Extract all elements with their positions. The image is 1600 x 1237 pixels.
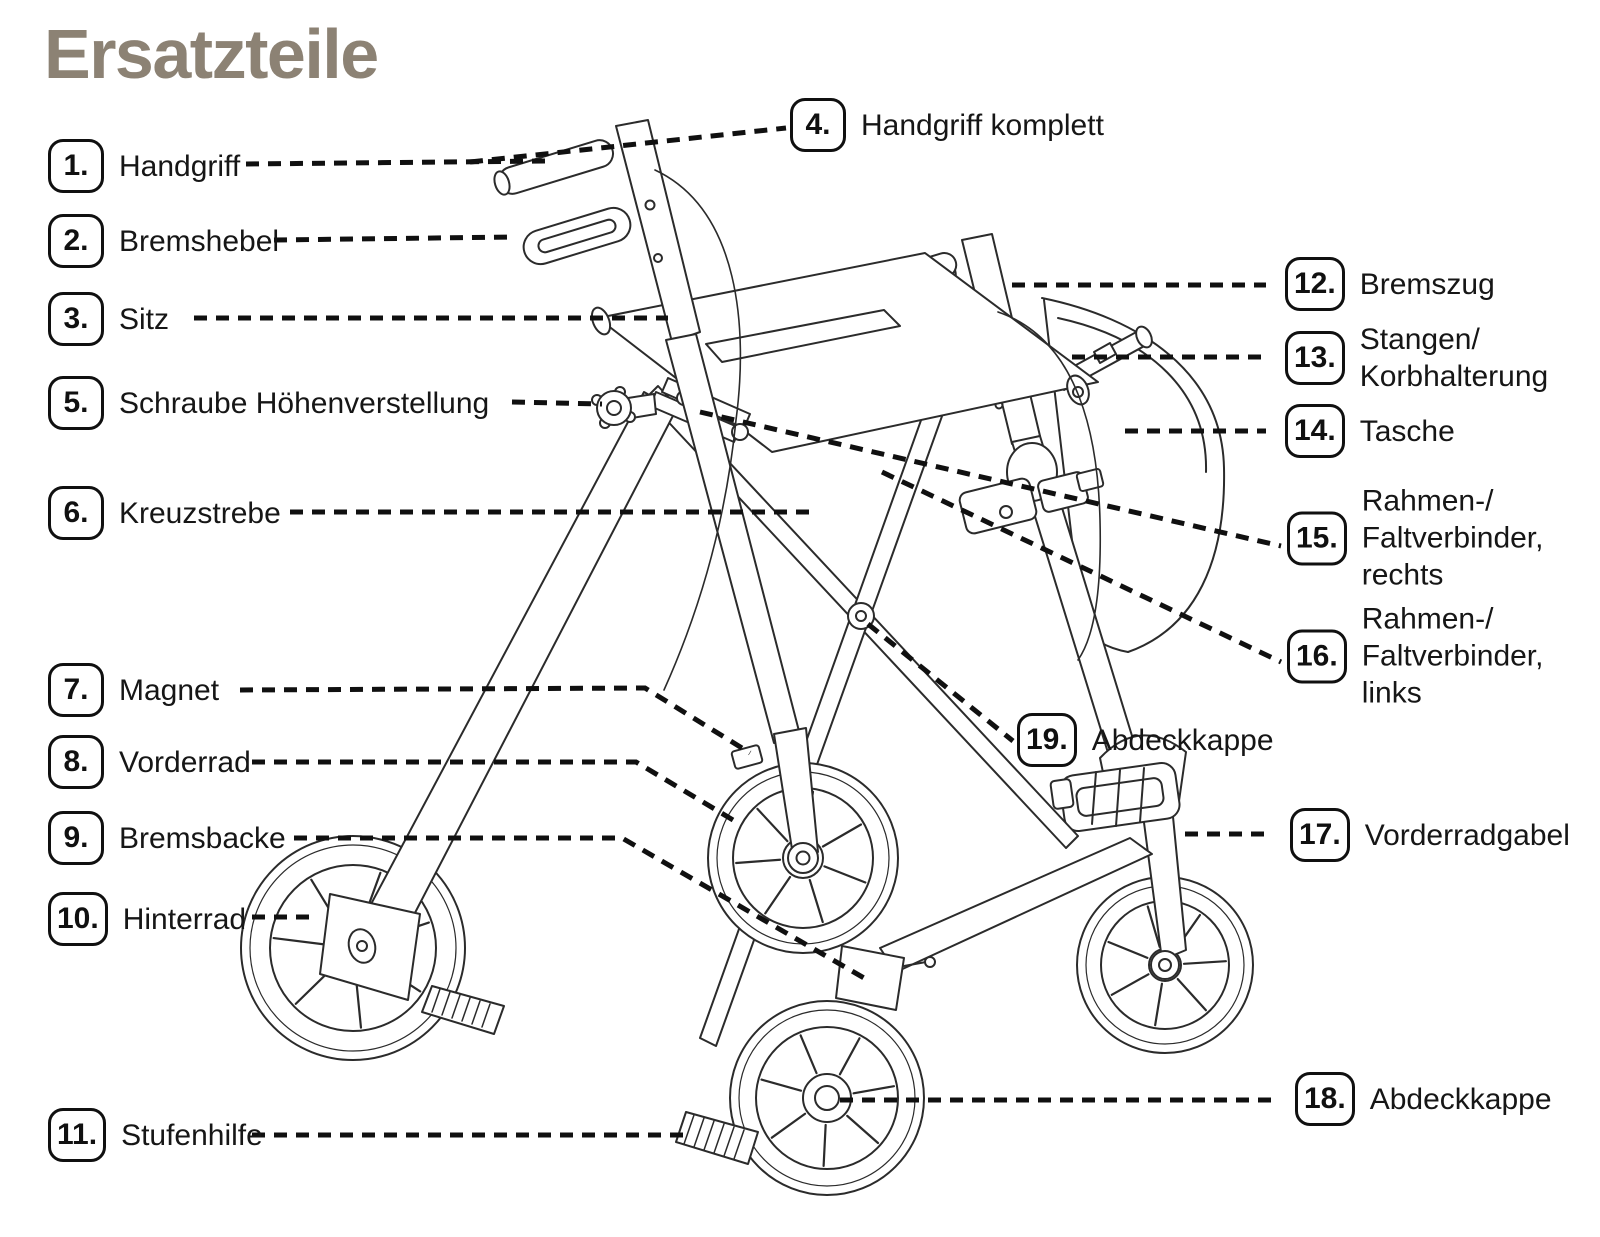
callout-16-number: 16. — [1287, 629, 1347, 683]
callout-12 — [1285, 257, 1495, 311]
callout-9-label: Bremsbacke — [119, 821, 286, 855]
callout-18-label: Abdeckkappe — [1369, 1082, 1552, 1116]
callout-10-number: 10. — [48, 892, 108, 946]
callout-17 — [1290, 808, 1570, 862]
callout-16-label: Rahmen-/ Faltverbinder, links — [1361, 602, 1544, 710]
callout-10-label: Hinterrad — [122, 902, 247, 936]
callout-10 — [48, 892, 246, 946]
callout-2 — [48, 214, 279, 268]
callout-19-label: Abdeckkappe — [1091, 723, 1274, 757]
callout-14 — [1285, 404, 1455, 458]
callout-13-label: Stangen/ Korbhalterung — [1359, 323, 1549, 393]
callout-16 — [1287, 601, 1543, 712]
callout-8-number: 8. — [48, 735, 104, 789]
page-title: Ersatzteile — [44, 15, 378, 93]
callout-8 — [48, 735, 251, 789]
callout-18-number: 18. — [1295, 1072, 1355, 1126]
callout-6-number: 6. — [48, 486, 104, 540]
leader-line-4 — [470, 128, 786, 162]
leader-line-1 — [246, 161, 548, 164]
callout-13 — [1285, 321, 1548, 395]
callout-7-label: Magnet — [119, 673, 220, 707]
leader-line-2 — [274, 237, 514, 240]
leader-line-9 — [294, 838, 864, 978]
callout-13-number: 13. — [1285, 331, 1345, 385]
callout-3-label: Sitz — [119, 302, 170, 336]
callout-18 — [1295, 1072, 1552, 1126]
callout-17-label: Vorderradgabel — [1364, 818, 1570, 852]
callout-1-label: Handgriff — [119, 149, 241, 183]
callout-4-label: Handgriff komplett — [861, 108, 1104, 142]
callout-12-number: 12. — [1285, 257, 1345, 311]
callout-4 — [790, 98, 1104, 152]
callout-7 — [48, 663, 219, 717]
callout-7-number: 7. — [48, 663, 104, 717]
leader-line-16 — [882, 472, 1281, 662]
callout-15 — [1287, 483, 1543, 594]
callout-8-label: Vorderrad — [119, 745, 251, 779]
callout-5 — [48, 376, 489, 430]
callout-11 — [48, 1108, 263, 1162]
callout-19 — [1017, 713, 1274, 767]
callout-9 — [48, 811, 286, 865]
callout-15-label: Rahmen-/ Faltverbinder, rechts — [1361, 484, 1544, 592]
callout-11-number: 11. — [48, 1108, 106, 1162]
callout-3-number: 3. — [48, 292, 104, 346]
callout-3 — [48, 292, 169, 346]
leader-line-19 — [868, 624, 1013, 741]
callout-4-number: 4. — [790, 98, 846, 152]
leader-line-7 — [240, 688, 750, 753]
leader-line-5 — [512, 402, 602, 404]
callout-5-number: 5. — [48, 376, 104, 430]
leader-line-8 — [252, 762, 733, 820]
callout-19-number: 19. — [1017, 713, 1077, 767]
callout-2-number: 2. — [48, 214, 104, 268]
callout-14-number: 14. — [1285, 404, 1345, 458]
callout-11-label: Stufenhilfe — [121, 1118, 263, 1152]
callout-1-number: 1. — [48, 139, 104, 193]
callout-5-label: Schraube Höhenverstellung — [119, 386, 490, 420]
callout-6-label: Kreuzstrebe — [119, 496, 281, 530]
callout-6 — [48, 486, 281, 540]
callout-2-label: Bremshebel — [119, 224, 280, 258]
callout-15-number: 15. — [1287, 511, 1347, 565]
callout-1 — [48, 139, 240, 193]
callout-12-label: Bremszug — [1359, 267, 1495, 301]
callout-14-label: Tasche — [1359, 414, 1455, 448]
callout-17-number: 17. — [1290, 808, 1350, 862]
callout-9-number: 9. — [48, 811, 104, 865]
